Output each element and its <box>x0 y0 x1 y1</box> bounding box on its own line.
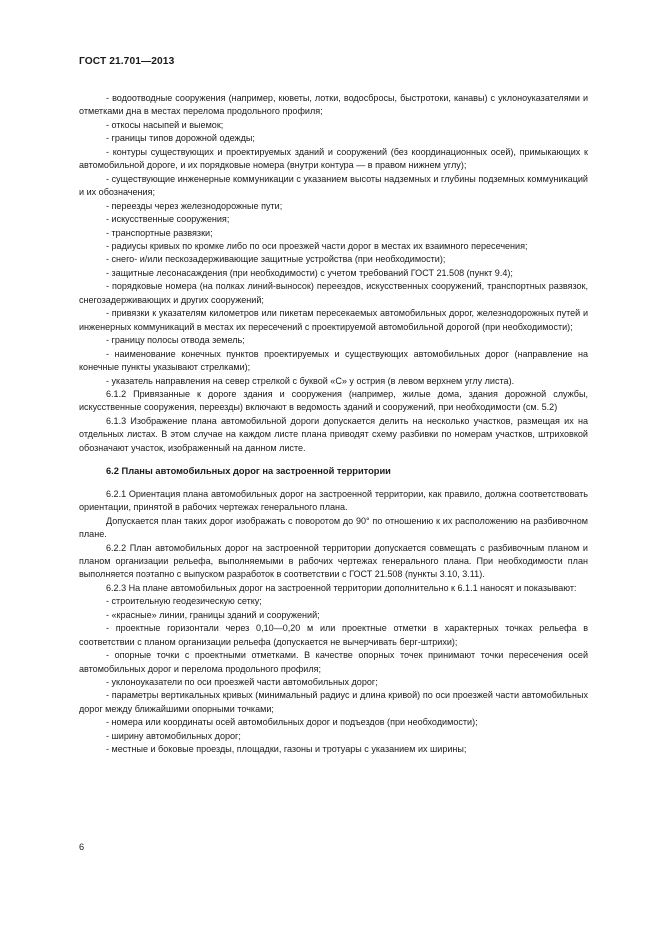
paragraph: - номера или координаты осей автомобильных дорог и подъездов (при необходимости); <box>106 717 478 728</box>
document-body <box>79 92 588 757</box>
paragraph: 6.2.3 На плане автомобильных дорог на застроенной территории дополнительно к 6.1.1 наносят и показывают: <box>106 582 577 593</box>
paragraph: - водоотводные сооружения (например, кюветы, лотки, водосбросы, быстротоки, канавы) с уклоноуказателями и отметками дна в местах перелома продольного профиля; <box>79 93 588 117</box>
document-header: ГОСТ 21.701—2013 <box>79 56 175 67</box>
paragraph: 6.1.3 Изображение плана автомобильной дороги допускается делить на несколько участков, размещая их на отдельных листах. В этом случае на каждом листе плана приводят схему разбивки по номерам участков, штриховкой обозначают участок, изображенный на данном листе. <box>79 415 588 453</box>
paragraph: - радиусы кривых по кромке либо по оси проезжей части дорог в местах их взаимного пересечения; <box>106 240 528 251</box>
paragraph: - «красные» линии, границы зданий и сооружений; <box>106 609 320 620</box>
paragraph: 6.1.2 Привязанные к дороге здания и сооружения (например, жилые дома, здания дорожной службы, искусственные сооружения, переезды) включают в ведомость зданий и сооружений, при необходимости (см. 5.2) <box>79 388 588 413</box>
paragraph: - уклоноуказатели по оси проезжей части автомобильных дорог; <box>106 677 378 688</box>
paragraph: Допускается план таких дорог изображать с поворотом до 90° по отношению к их расположению на разбивочном плане. <box>79 515 588 540</box>
page-number: 6 <box>79 842 85 852</box>
paragraph: - границы типов дорожной одежды; <box>106 133 255 144</box>
paragraph: - указатель направления на север стрелкой с буквой «С» у острия (в левом верхнем углу листа). <box>106 375 515 386</box>
section-heading: 6.2 Планы автомобильных дорог на застроенной территории <box>106 466 391 477</box>
paragraph: - искусственные сооружения; <box>106 214 230 225</box>
paragraph: 6.2.1 Ориентация плана автомобильных дорог на застроенной территории, как правило, должна соответствовать ориентации, принятой в рабочих чертежах генерального плана. <box>79 488 588 513</box>
paragraph: - привязки к указателям километров или пикетам пересекаемых автомобильных дорог, железнодорожных путей и инженерных коммуникаций в местах их пересечений с проектируемой автомобильной дорогой (при необходимости); <box>79 308 588 332</box>
paragraph: - существующие инженерные коммуникации с указанием высоты надземных и глубины подземных коммуникаций и их обозначения; <box>79 173 588 198</box>
paragraph: - снего- и/или пескозадерживающие защитные устройства (при необходимости); <box>106 254 446 265</box>
paragraph: - ширину автомобильных дорог; <box>106 730 241 741</box>
paragraph: - контуры существующих и проектируемых зданий и сооружений (без координационных осей), примыкающих к автомобильной дороге, и их порядковые номера (внутри контура — в правом нижнем углу); <box>79 146 588 171</box>
paragraph: - наименование конечных пунктов проектируемых и существующих автомобильных дорог (направление на конечные пункты указывают стрелками); <box>79 348 588 373</box>
paragraph: - транспортные развязки; <box>106 227 213 238</box>
paragraph: - параметры вертикальных кривых (минимальный радиус и длина кривой) по оси проезжей части автомобильных дорог между ближайшими опорными точками; <box>79 690 588 714</box>
paragraph: - переезды через железнодорожные пути; <box>106 200 283 211</box>
paragraph: - строительную геодезическую сетку; <box>106 596 262 607</box>
paragraph: - проектные горизонтали через 0,10—0,20 м или проектные отметки в характерных точках рельефа в соответствии с планом организации рельефа (допускается не вычерчивать берг-штрихи); <box>79 623 588 647</box>
paragraph: - защитные лесонасаждения (при необходимости) с учетом требований ГОСТ 21.508 (пункт 9.4); <box>106 267 513 278</box>
paragraph: 6.2.2 План автомобильных дорог на застроенной территории допускается совмещать с разбивочным планом и планом организации рельефа, выполняемыми в рабочих чертежах генерального плана. При необходимости план выполняется поэтапно с выпуском разработок в соответствии с ГОСТ 21.508 (пункты 3.10, 3.11). <box>79 542 588 580</box>
paragraph: - границу полосы отвода земель; <box>106 335 245 346</box>
paragraph: - порядковые номера (на полках линий-выносок) переездов, искусственных сооружений, транспортных развязок, снегозадерживающих и других сооружений; <box>79 281 588 305</box>
paragraph: - откосы насыпей и выемок; <box>106 119 224 130</box>
paragraph: - опорные точки с проектными отметками. В качестве опорных точек принимают точки пересечения осей автомобильных дорог и перелома продольного профиля; <box>79 650 588 674</box>
paragraph: - местные и боковые проезды, площадки, газоны и тротуары с указанием их ширины; <box>106 744 467 755</box>
